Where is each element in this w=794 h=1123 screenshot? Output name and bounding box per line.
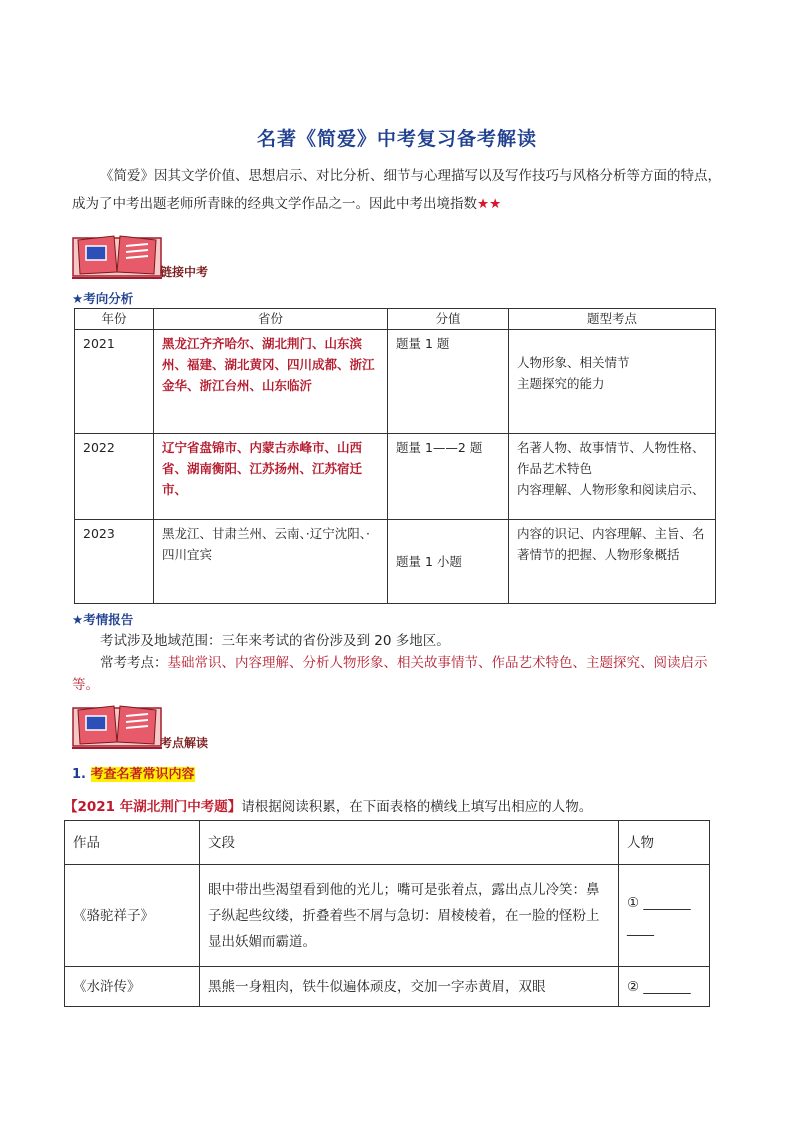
table-row bbox=[75, 330, 716, 434]
answer-blank[interactable]: ① _______ ____ bbox=[619, 865, 710, 967]
range-label: 考试涉及地域范围： bbox=[100, 633, 222, 649]
question-table bbox=[64, 820, 710, 1007]
points-cell: 名著人物、故事情节、人物性格、作品艺术特色 内容理解、人物形象和阅读启示、 bbox=[509, 434, 716, 520]
question-title: 考查名著常识内容 bbox=[90, 767, 195, 782]
exam-analysis-table bbox=[74, 308, 716, 604]
report-range bbox=[72, 630, 722, 652]
intro-text: 《简爱》因其文学价值、思想启示、对比分析、细节与心理描写以及写作技巧与风格分析等方面的特点，成为了中考出题老师所青睐的经典文学作品之一。因此中考出境指数 bbox=[72, 168, 721, 212]
score-cell: 题量 1 题 bbox=[388, 330, 509, 434]
table-row bbox=[65, 967, 710, 1007]
range-text: 三年来考试的省份涉及到 20 多地区。 bbox=[221, 633, 450, 649]
province-cell: 黑龙江齐齐哈尔、湖北荆门、山东滨州、福建、湖北黄冈、四川成都、浙江金华、浙江台州、山东临沂 bbox=[154, 330, 388, 434]
passage-cell: 黑熊一身粗肉，铁牛似遍体顽皮，交加一字赤黄眉，双眼 bbox=[200, 967, 619, 1007]
table-row bbox=[75, 434, 716, 520]
question-prompt: 请根据阅读积累，在下面表格的横线上填写出相应的人物。 bbox=[241, 799, 593, 815]
work-cell: 《骆驼祥子》 bbox=[65, 865, 200, 967]
score-cell: 题量 1——2 题 bbox=[388, 434, 509, 520]
province-cell: 辽宁省盘锦市、内蒙古赤峰市、山西省、湖南衡阳、江苏扬州、江苏宿迁市、 bbox=[154, 434, 388, 520]
points-cell: 内容的识记、内容理解、主旨、名著情节的把握、人物形象概括 bbox=[509, 520, 716, 604]
table-header-row bbox=[65, 821, 710, 865]
year-cell: 2022 bbox=[75, 434, 154, 520]
common-text: 基础常识、内容理解、分析人物形象、相关故事情节、作品艺术特色、主题探究、阅读启示等。 bbox=[72, 655, 708, 693]
header-passage: 文段 bbox=[200, 821, 619, 865]
score-cell: 题量 1 小题 bbox=[388, 520, 509, 604]
province-cell: 黑龙江、甘肃兰州、云南、·辽宁沈阳、·四川宜宾 bbox=[154, 520, 388, 604]
report-heading: ★考情报告 bbox=[72, 612, 134, 627]
common-label: 常考考点： bbox=[100, 655, 168, 671]
header-work: 作品 bbox=[65, 821, 200, 865]
book-banner-icon bbox=[72, 702, 162, 750]
book-banner-icon bbox=[72, 232, 162, 280]
answer-blank[interactable]: ② _______ bbox=[619, 967, 710, 1007]
report-common bbox=[72, 652, 722, 696]
banner-label-points: 考点解读 bbox=[160, 736, 209, 750]
table-row bbox=[65, 865, 710, 967]
header-year: 年份 bbox=[75, 309, 154, 330]
points-cell: 人物形象、相关情节 主题探究的能力 bbox=[509, 330, 716, 434]
work-cell: 《水浒传》 bbox=[65, 967, 200, 1007]
analysis-heading: ★考向分析 bbox=[72, 291, 134, 306]
banner-label-link: 链接中考 bbox=[160, 265, 209, 279]
question-intro bbox=[64, 795, 592, 815]
header-score: 分值 bbox=[388, 309, 509, 330]
question-number: 1. bbox=[72, 767, 86, 782]
rating-stars: ★★ bbox=[477, 196, 502, 212]
header-province: 省份 bbox=[154, 309, 388, 330]
question-heading bbox=[72, 763, 195, 782]
year-cell: 2021 bbox=[75, 330, 154, 434]
question-source: 【2021 年湖北荆门中考题】 bbox=[64, 799, 242, 815]
table-header-row bbox=[75, 309, 716, 330]
header-character: 人物 bbox=[619, 821, 710, 865]
page-title: 名著《简爱》中考复习备考解读 bbox=[256, 128, 537, 150]
intro-paragraph bbox=[72, 162, 722, 218]
header-points: 题型考点 bbox=[509, 309, 716, 330]
year-cell: 2023 bbox=[75, 520, 154, 604]
passage-cell: 眼中带出些渴望看到他的光儿；嘴可是张着点，露出点儿冷笑：鼻子纵起些纹缕，折叠着些不屑与急切：眉棱棱着，在一脸的怪粉上显出妖媚而霸道。 bbox=[200, 865, 619, 967]
table-row bbox=[75, 520, 716, 604]
